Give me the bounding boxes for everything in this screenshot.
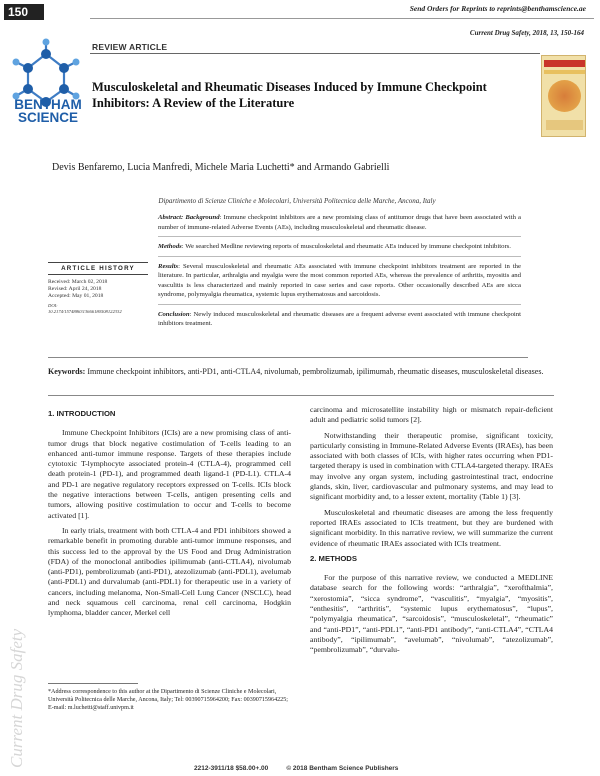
reprints-notice: Send Orders for Reprints to reprints@benthamscience.ae xyxy=(409,4,586,13)
accepted-date: Accepted: May 01, 2018 xyxy=(48,293,104,299)
journal-citation: Current Drug Safety, 2018, 13, 150-164 xyxy=(469,29,584,37)
paragraph: Musculoskeletal and rheumatic diseases are among the less frequently reported IRAEs associated to ICIs treatment, but they are burdened with significant morbidity. In this narrative review, we will summarize the current evidence of rheumatic IRAEs associated with ICIs treatment. xyxy=(310,507,553,548)
abstract-background: Abstract: Background: Immune checkpoint inhibitors are a new promising class of antitumor drugs that have been associated with a number of immune-related Adverse Events (AEs), including musculoskeletal and rheumatic disease. xyxy=(158,214,521,231)
abstract-methods: Methods: We searched Medline reviewing reports of musculoskeletal and rheumatic AEs induced by immune checkpoint inhibitors. xyxy=(158,243,511,250)
section-heading-methods: 2. METHODS xyxy=(310,553,357,563)
paragraph: In early trials, treatment with both CTLA-4 and PD1 inhibitors showed a remarkable benefit in promoting durable anti-tumor immune responses, and this success led to the approval by the US Food and Drug Administration (FDA) of the monoclonal antibodies ipilimumab (anti-CTLA4), nivolumab (anti-PD1), pembrolizumab (anti-PD1), atezolizumab (anti-PDL1), avelumab (anti-PDL1) and durvalumab (anti-PDL1) for therapeutic use in a variety of cancers, including melanoma, Non-Small-Cell Lung Cancer (NSCLC), head and neck squamous cell carcinoma, renal cell carcinoma, Hodgkin lymphoma, bladder cancer, Merkel cell xyxy=(48,525,291,618)
abstract-divider xyxy=(158,236,521,237)
article-type-divider xyxy=(90,53,540,54)
revised-date: Revised: April 24, 2018 xyxy=(48,286,102,292)
section-heading-introduction: 1. INTRODUCTION xyxy=(48,409,116,418)
abstract-background-label: Abstract: Background xyxy=(158,214,220,221)
sidebar-journal-text: Current Drug Safety xyxy=(7,628,26,768)
journal-cover-thumbnail xyxy=(541,55,586,137)
affiliation: Dipartimento di Scienze Cliniche e Molecolari, Università Politecnica delle Marche, Ancona, Italy xyxy=(158,197,436,205)
sidebar-journal-watermark xyxy=(0,560,30,776)
abstract-conclusion-label: Conclusion xyxy=(158,310,190,318)
abstract-results-label: Results xyxy=(158,262,179,270)
keywords: Keywords: Immune checkpoint inhibitors, anti-PD1, anti-CTLA4, nivolumab, pembrolizumab, ipilimumab, rheumatic diseases, musculoskeletal diseases. xyxy=(48,367,544,376)
received-date: Received: March 02, 2018 xyxy=(48,279,108,285)
abstract-divider xyxy=(158,256,521,257)
keywords-divider xyxy=(48,357,528,358)
paragraph: Notwithstanding their therapeutic promise, significant toxicity, particularly consisting in Immune-Related Adverse Events (IRAEs), has been associated with both classes of ICIs, with higher rates occurring when PD1-targeted therapy is used in combination with CTLA4-targeted therapy. IRAEs may involve any organ system, including gastrointestinal tract, endocrine glands, skin, liver, cardiovascular and pulmonary systems, and may lead to significant morbidity and, to a lesser extent, mortality (Table 1) [3]. xyxy=(310,430,553,502)
article-history-label: ARTICLE HISTORY xyxy=(48,262,148,275)
article-title: Musculoskeletal and Rheumatic Diseases Induced by Immune Checkpoint Inhibitors: A Review of the Literature xyxy=(92,80,487,110)
publisher-logo-text: BENTHAM SCIENCE xyxy=(14,97,82,125)
footnote-divider xyxy=(48,683,138,684)
keywords-label: Keywords: xyxy=(48,367,86,376)
doi-label: DOI: xyxy=(48,303,58,308)
correspondence-footnote: *Address correspondence to this author at the Dipartimento di Scienze Cliniche e Molecolari, Università Politecnica delle Marche, Ancona, Italy; Tel: 00390715964200; Fax: 00390715964225; E-mail: m.luchetti@staff.univpm.it xyxy=(48,689,288,711)
doi xyxy=(48,303,148,316)
abstract-conclusion: Conclusion: Newly induced musculoskeletal and rheumatic diseases are a frequent adverse event associated with immune checkpoint inhibitors treatment. xyxy=(158,310,521,327)
body-divider xyxy=(48,395,554,396)
abstract-methods-label: Methods xyxy=(158,243,182,250)
abstract xyxy=(158,213,521,333)
page-footer: 2212-3911/18 $58.00+.00 © 2018 Bentham Science Publishers xyxy=(194,765,399,772)
abstract-results: Results: Several musculoskeletal and rheumatic AEs associated with immune checkpoint inhibitors treatment are reported in the literature. In particular, arthralgia and myalgia were the most common reported AEs, whereas the prevalence of arthritis, myositis and vasculitis is less characterized and mainly reported in case series and case reports. Other occasionally described AEs are sicca syndrome, polymyalgia rheumatica, systemic lupus erythematosus and sarcoidosis. xyxy=(158,262,521,298)
article-history-dates xyxy=(48,279,148,300)
paragraph: carcinoma and microsatellite instability high or mismatch repair-deficient adult and pediatric solid tumors [2]. xyxy=(310,405,553,425)
paragraph: For the purpose of this narrative review, we conducted a MEDLINE database search for the following words: “arthralgia”, “xerofthalmia”, “xerostomia”, “sicca syndrome”, “vasculitis”, “myalgia”, “myositis”, “enthesitis”, “arthritis”, “systemic lupus erythematosus”, “lupus”, “polymyalgia rheumatica”, “sarcoidosis”, “musculoskeletal”, “rheumatic” and “anti-PD1”, “anti-PDL1”, “anti-PD1 antibody”, “anti-CTLA4”, “CTLA4 antibody”, “ipilimumab”, “avelumab”, “nivolumab”, “atezolizumab”, “pembrolizumab”, “durvalu- xyxy=(310,573,553,655)
paragraph: Immune Checkpoint Inhibitors (ICIs) are a new promising class of anti-tumor drugs that block negative costimulation of T-cells leading to an enhanced anti-tumor immune response. Targets of these therapies include cytotoxic T-lymphocyte associated protein-4 (CTLA-4), programmed cell death protein-1 (PD-1), and programmed death ligand-1 (PD-L1). CTLA-4 and PD-1 are negative regulatory receptors expressed on T-cells. ICIs block the negative interactions between T-cells, antigen presenting cells and tumors, allowing positive costimulation to occur and T-cells to become activated [1]. xyxy=(48,428,291,520)
abstract-divider xyxy=(158,304,521,305)
header-divider xyxy=(90,18,594,19)
right-column xyxy=(310,405,553,661)
doi-value: 10.2174/1574886313666180508122332 xyxy=(48,309,122,315)
left-column xyxy=(48,405,291,624)
page-number: 150 xyxy=(4,4,44,20)
article-type: REVIEW ARTICLE xyxy=(92,42,168,52)
author-list: Devis Benfaremo, Lucia Manfredi, Michele Maria Luchetti* and Armando Gabrielli xyxy=(52,162,390,173)
